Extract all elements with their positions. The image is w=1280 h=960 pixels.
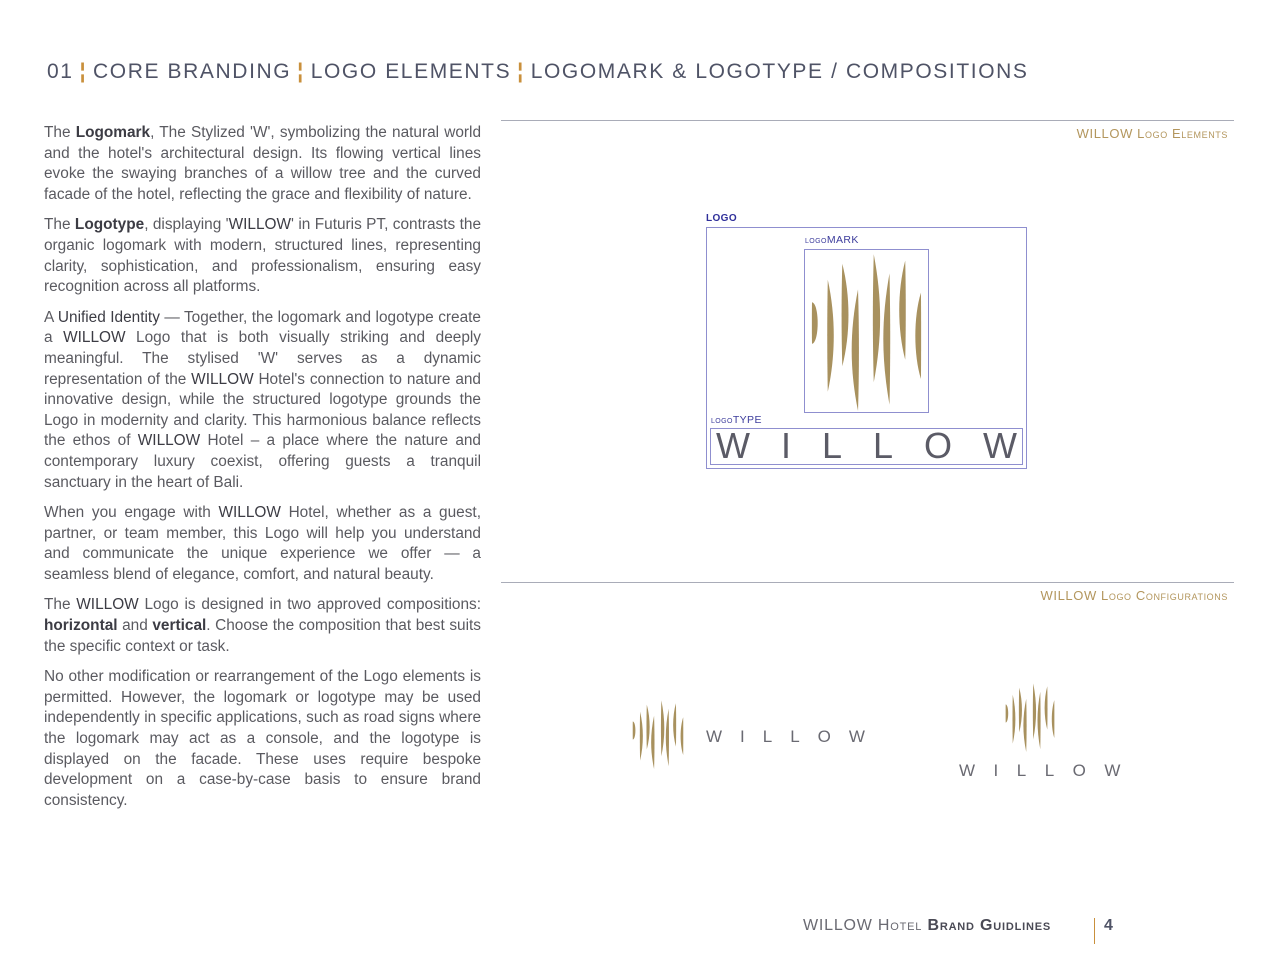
logomark-stroke xyxy=(1052,700,1055,738)
logomark-stroke xyxy=(827,280,834,392)
logomark-stroke xyxy=(640,712,643,761)
logotype-tag: logoTYPE xyxy=(711,414,762,426)
logomark-stroke xyxy=(661,700,664,756)
logomark-stroke xyxy=(646,705,649,750)
body-copy xyxy=(44,123,481,821)
vertical-logotype: WILLOW xyxy=(959,761,1139,780)
willow-logomark-icon xyxy=(1003,682,1057,752)
title-logomark-logotype: LOGOMARK & LOGOTYPE / COMPOSITIONS xyxy=(530,60,1029,83)
title-core-branding: CORE BRANDING xyxy=(93,60,292,83)
logotype-letter: W xyxy=(716,425,750,466)
logomark-stroke xyxy=(651,716,654,769)
title-logo-elements: LOGO ELEMENTS xyxy=(310,60,512,83)
footer-brand: WILLOW Hotel xyxy=(803,917,928,934)
logomark-stroke xyxy=(812,302,818,344)
title-separator: ¦ xyxy=(297,60,305,83)
logomark-stroke xyxy=(673,703,676,746)
logomark-tag: logoMARK xyxy=(805,234,859,246)
logomark-stroke xyxy=(873,254,880,382)
logomark-stroke xyxy=(899,261,906,360)
logomark-stroke xyxy=(633,721,636,739)
section-divider xyxy=(501,582,1234,583)
logotype-letter: L xyxy=(872,425,894,466)
title-separator: ¦ xyxy=(79,60,88,83)
logo-configurations-label: WILLOW Logo Configurations xyxy=(1040,588,1228,603)
paragraph-modifications: No other modification or rearrangement of the Logo elements is permitted. However, the logomark or logotype may be used independently in specific applications, such as road signs where the logomark may act as a console, and the logotype is displayed on the facade. These uses require bespoke development on a case-by-case basis to ensure brand consistency. xyxy=(44,668,481,809)
logotype-letter: W xyxy=(983,425,1017,466)
paragraph-logotype: The Logotype, displaying 'WILLOW' in Futuris PT, contrasts the organic logomark with modern, structured lines, representing clarity, sophistication, and professionalism, ensuring easy recognition across all platforms. xyxy=(44,216,482,296)
logomark-stroke xyxy=(1012,695,1015,744)
logomark-stroke xyxy=(1033,683,1036,739)
footer-divider xyxy=(1094,918,1095,944)
logomark-stroke xyxy=(1006,704,1009,722)
logomark-stroke xyxy=(1038,692,1041,749)
logo-elements-label: WILLOW Logo Elements xyxy=(1076,126,1228,141)
logomark-stroke xyxy=(1023,699,1026,752)
paragraph-compositions: The WILLOW Logo is designed in two approved compositions: horizontal and vertical. Choose the composition that best suits the specific context or task. xyxy=(44,596,482,655)
logomark-stroke xyxy=(883,273,890,404)
paragraph-engage: When you engage with WILLOW Hotel, whether as a guest, partner, or team member, this Logo will help you understand and communicate the unique experience we offer — a seamless blend of elegance, comfort, and natural beauty. xyxy=(44,504,481,583)
section-divider xyxy=(501,120,1234,121)
logotype-letter: O xyxy=(924,425,953,466)
logo-tag: LOGO xyxy=(706,213,738,224)
footer-title xyxy=(803,917,1051,935)
footer-document-title: Brand Guidlines xyxy=(927,917,1052,934)
paragraph-unified-identity: A Unified Identity — Together, the logomark and logotype create a WILLOW Logo that is both visually striking and deeply meaningful. The stylised 'W' serves as a dynamic representation of the WILLOW Hotel's connection to nature and innovative design, while the structured logotype grounds the Logo in modernity and clarity. This harmonious balance reflects the ethos of WILLOW Hotel – a place where the nature and contemporary luxury coexist, offering guests a tranquil sanctuary in the heart of Bali. xyxy=(44,308,481,491)
page-number: 4 xyxy=(1104,917,1113,934)
logomark-stroke xyxy=(852,289,859,411)
logomark-stroke xyxy=(666,709,669,766)
logomark-stroke xyxy=(915,293,921,379)
logomark-stroke xyxy=(842,264,849,366)
willow-logomark-icon xyxy=(806,251,927,411)
horizontal-logotype: WILLOW xyxy=(706,727,883,746)
logotype-letter: I xyxy=(780,425,791,466)
logomark-stroke xyxy=(681,717,684,755)
title-separator: ¦ xyxy=(517,60,525,83)
logomark-stroke xyxy=(1019,688,1022,733)
logotype-wordmark xyxy=(710,425,1023,467)
logomark-stroke xyxy=(1045,686,1048,729)
page-title xyxy=(47,60,1029,84)
paragraph-logomark: The Logomark, The Stylized 'W', symbolizing the natural world and the hotel's architectural design. Its flowing vertical lines evoke the swaying branches of a willow tree and the curved facade of the hotel, reflecting the grace and flexibility of nature. xyxy=(44,124,482,203)
title-number: 01 xyxy=(47,60,74,83)
willow-logomark-icon xyxy=(630,699,686,769)
logotype-letter: L xyxy=(821,425,842,466)
